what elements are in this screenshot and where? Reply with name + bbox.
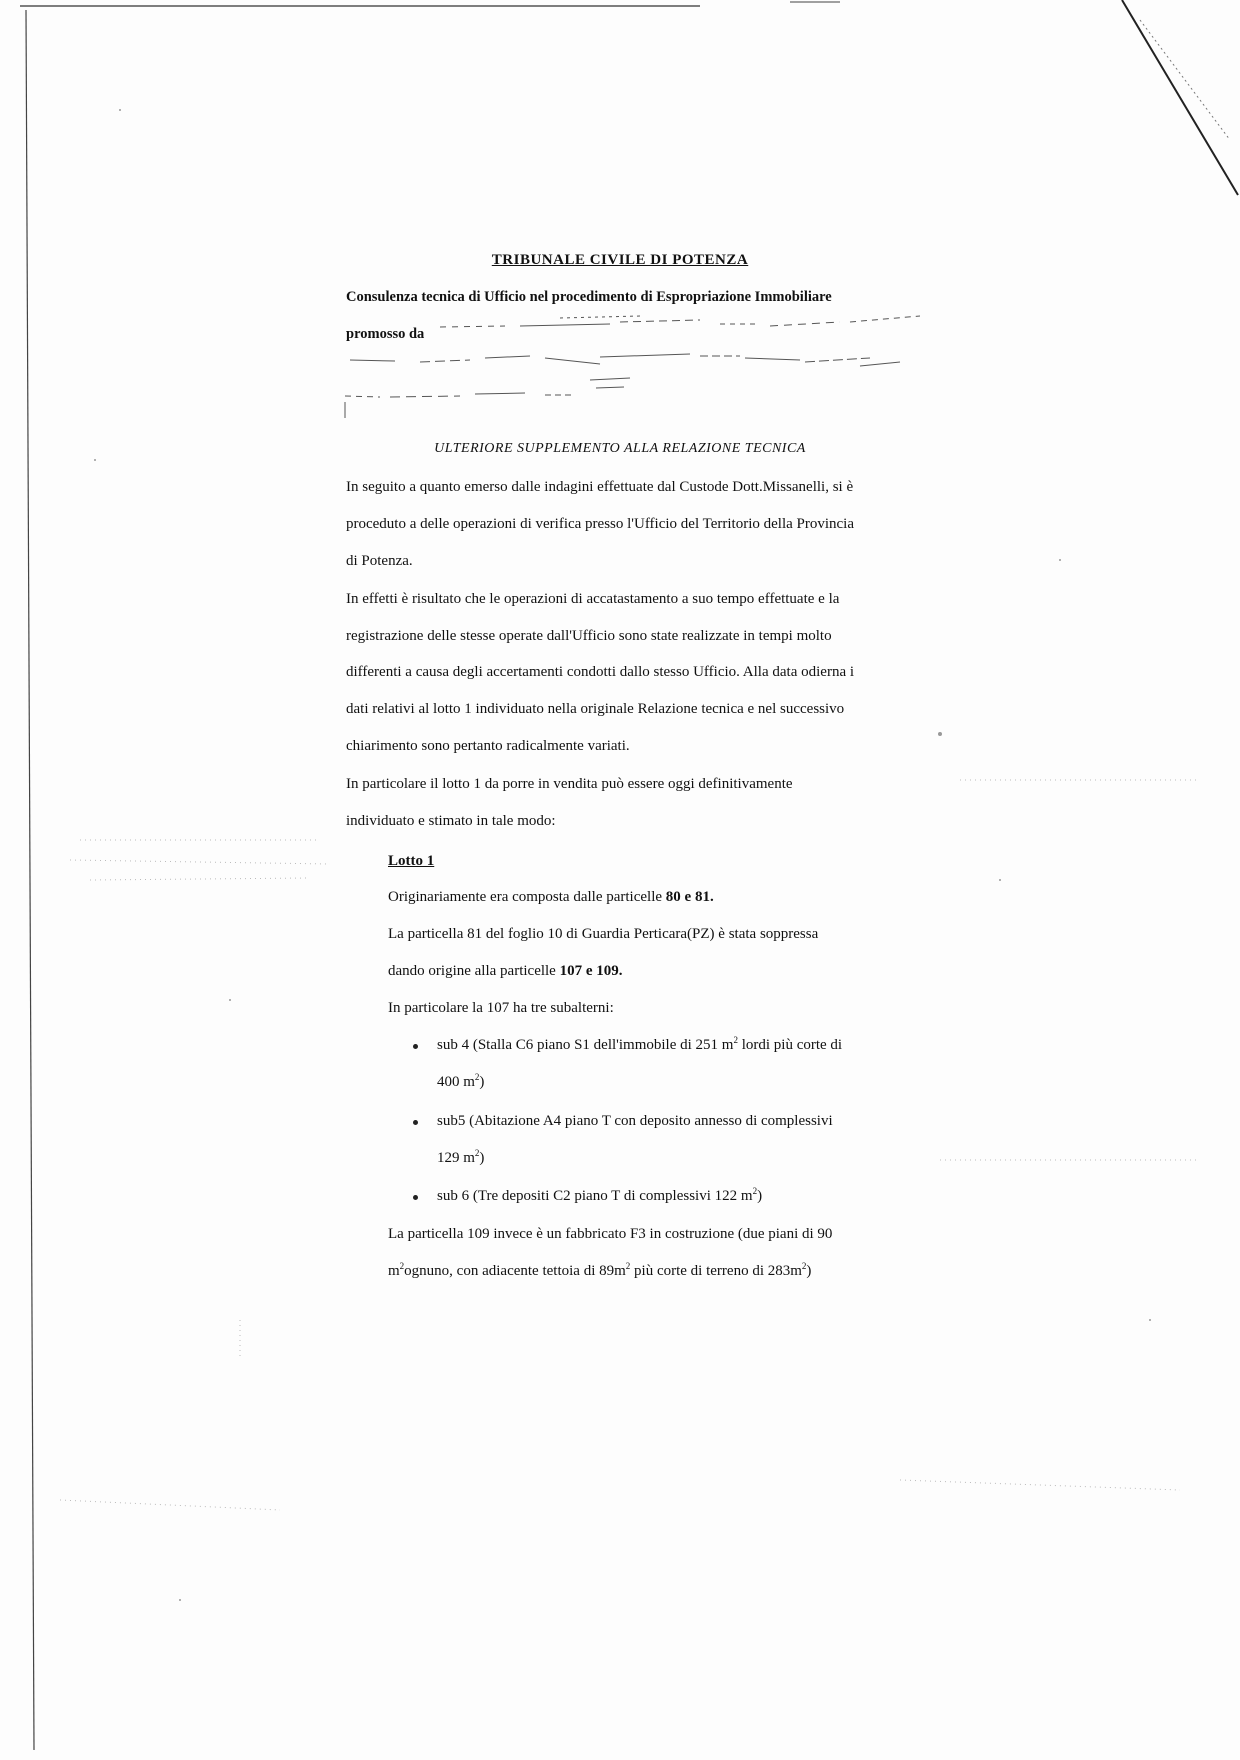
parcel109-sup-b: 2 xyxy=(625,1261,631,1271)
sub4-text-b: lordi più corte di xyxy=(737,1037,843,1053)
sub5-text-d: ) xyxy=(479,1150,485,1166)
consultation-subtitle: Consulenza tecnica di Ufficio nel procedimento di Espropriazione Immobiliare xyxy=(346,289,832,305)
sub5-text-a: sub5 (Abitazione A4 piano T con deposito annesso di complessivi xyxy=(437,1113,833,1129)
parcel109-text-a: m xyxy=(388,1263,400,1279)
sub6-line-1 xyxy=(437,1187,762,1205)
sub4-line-2 xyxy=(437,1073,484,1091)
effect-line-2: registrazione delle stesse operate dall'Ufficio sono state realizzate in tempi molto xyxy=(346,628,832,644)
sub4-text-c: 400 m xyxy=(437,1074,475,1090)
intro-line-2: proceduto a delle operazioni di verifica presso l'Ufficio del Territorio della Provincia xyxy=(346,516,855,532)
sub6-text-b: ) xyxy=(757,1188,763,1204)
original-parcels-line xyxy=(388,888,714,906)
sub5-sup-b: 2 xyxy=(474,1148,480,1158)
court-title: TRIBUNALE CIVILE DI POTENZA xyxy=(491,252,749,268)
original-parcels-text: Originariamente era composta dalle particelle xyxy=(388,889,663,905)
sub-intro: In particolare la 107 ha tre subalterni: xyxy=(388,1000,614,1016)
bullet-1-dot xyxy=(413,1044,418,1049)
effect-line-3: differenti a causa degli accertamenti condotti dallo stesso Ufficio. Alla data odierna i xyxy=(346,664,855,680)
sub5-line-2 xyxy=(437,1149,484,1167)
parcel109-text-d: ) xyxy=(806,1263,812,1279)
parcel81-line-2 xyxy=(388,962,623,980)
parcel109-line-2 xyxy=(388,1262,811,1280)
particular-line-2: individuato e stimato in tale modo: xyxy=(346,813,556,829)
section-heading: ULTERIORE SUPPLEMENTO ALLA RELAZIONE TECNICA xyxy=(434,441,806,456)
bullet-3-dot xyxy=(413,1195,418,1200)
parcel81-line-2-text: dando origine alla particelle xyxy=(388,963,556,979)
sub4-line-1 xyxy=(437,1036,842,1054)
original-parcels-numbers: 80 e 81. xyxy=(665,889,714,905)
parcel109-text-c: più corte di terreno di 283m xyxy=(630,1263,802,1279)
effect-line-1: In effetti è risultato che le operazioni di accatastamento a suo tempo effettuate e la xyxy=(346,591,840,607)
sub5-text-c: 129 m xyxy=(437,1150,475,1166)
parcel81-line-1: La particella 81 del foglio 10 di Guardia Perticara(PZ) è stata soppressa xyxy=(388,926,819,942)
parcel109-sup-c: 2 xyxy=(801,1261,807,1271)
promoted-by-label: promosso da xyxy=(346,326,425,342)
effect-line-4: dati relativi al lotto 1 individuato nella originale Relazione tecnica e nel successivo xyxy=(346,701,845,717)
parcel109-line-1: La particella 109 invece è un fabbricato F3 in costruzione (due piani di 90 xyxy=(388,1226,833,1242)
sub6-sup-a: 2 xyxy=(752,1186,758,1196)
parcel109-sup-a: 2 xyxy=(399,1261,405,1271)
parcel109-text-b: ognuno, con adiacente tettoia di 89m xyxy=(404,1263,626,1279)
particular-line-1: In particolare il lotto 1 da porre in vendita può essere oggi definitivamente xyxy=(346,776,793,792)
sub6-text-a: sub 6 (Tre depositi C2 piano T di complessivi 122 m xyxy=(437,1188,753,1204)
lot-heading: Lotto 1 xyxy=(388,853,435,869)
effect-line-5: chiarimento sono pertanto radicalmente variati. xyxy=(346,738,630,754)
sub4-sup-b: 2 xyxy=(474,1072,480,1082)
parcel81-new-parcels: 107 e 109. xyxy=(559,963,623,979)
sub4-text-a: sub 4 (Stalla C6 piano S1 dell'immobile di 251 m xyxy=(437,1037,734,1053)
sub5-line-1 xyxy=(437,1112,833,1130)
sub4-text-d: ) xyxy=(479,1074,485,1090)
intro-line-3: di Potenza. xyxy=(346,553,413,569)
bullet-2-dot xyxy=(413,1120,418,1125)
intro-line-1: In seguito a quanto emerso dalle indagini effettuate dal Custode Dott.Missanelli, si è xyxy=(346,479,854,495)
sub4-sup-a: 2 xyxy=(733,1035,738,1045)
